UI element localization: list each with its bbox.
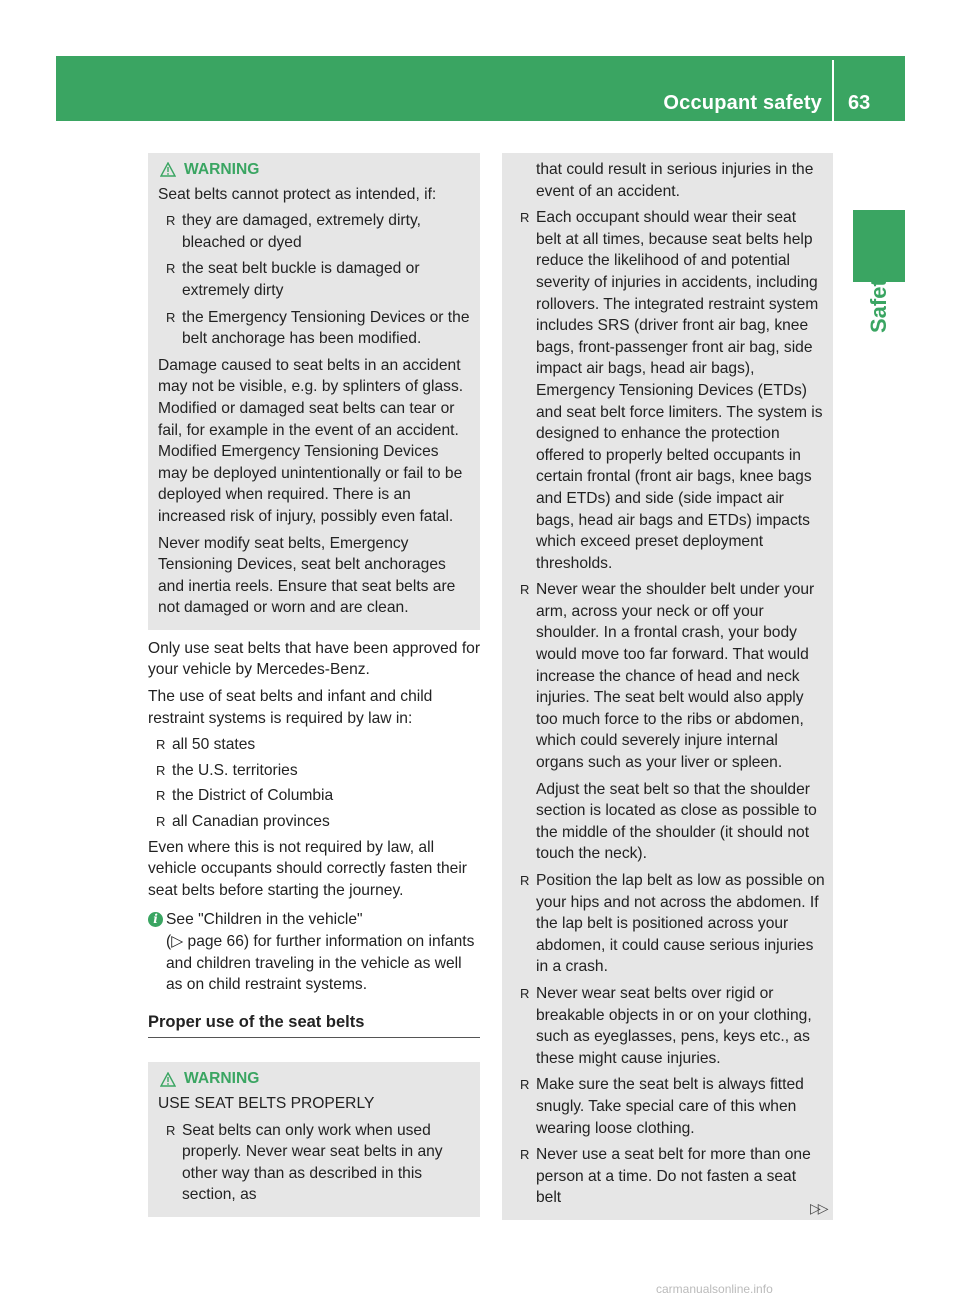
body-paragraph: The use of seat belts and infant and child restraint systems is required by law in: <box>148 688 433 727</box>
right-column <box>502 153 833 1220</box>
list-item: R Never wear the shoulder belt under your arm, across your neck or off your shoulder. In a frontal crash, your body would move too far forward. That would increase the chance of head and neck injuries. The seat belt would also apply too much force to the ribs or abdomen, which could severely injure internal organs such as your liver or spleen. <box>520 579 825 773</box>
list-item: R the U.S. territories <box>156 760 480 782</box>
list-item: R all 50 states <box>156 734 480 756</box>
list-item: R they are damaged, extremely dirty, bleached or dyed <box>166 210 472 253</box>
continued-text: that could result in serious injuries in the event of an accident. <box>536 161 814 200</box>
list-item: R Never use a seat belt for more than one person at a time. Do not fasten a seat belt <box>520 1144 825 1209</box>
warning-box-2 <box>148 1062 480 1217</box>
warning-title: WARNING <box>184 161 260 178</box>
chapter-title: Occupant safety <box>663 92 822 114</box>
section-title: Proper use of the seat belts <box>148 1012 480 1039</box>
left-column <box>148 153 480 1217</box>
list-item: R Never wear seat belts over rigid or breakable objects in or on your clothing, such as eyeglasses, pens, keys etc., as these might cause injuries. <box>520 983 825 1069</box>
warning-triangle-icon <box>160 1072 176 1087</box>
info-note <box>148 909 480 995</box>
info-text-line2: (▷ page 66) for further information on infants and children traveling in the vehicle as well as on child restraint systems. <box>166 933 475 994</box>
warning-header <box>160 1068 472 1090</box>
info-text-line1: See "Children in the vehicle" <box>166 911 363 929</box>
list-item: R Seat belts can only work when used properly. Never wear seat belts in any other way than as described in this section, as <box>166 1120 472 1206</box>
side-tab-label: Safety <box>866 266 891 334</box>
list-item: R the Emergency Tensioning Devices or the belt anchorage has been modified. <box>166 307 472 350</box>
list-item: R the District of Columbia <box>156 785 480 807</box>
indented-paragraph: Adjust the seat belt so that the shoulder section is located as close as possible to the middle of the shoulder (it should not touch the neck). <box>536 780 817 863</box>
header-separator <box>832 60 834 121</box>
info-icon: i <box>148 912 163 927</box>
warning-intro: USE SEAT BELTS PROPERLY <box>158 1094 375 1112</box>
watermark: carmanualsonline.info <box>656 1282 773 1296</box>
list-item: R all Canadian provinces <box>156 811 480 833</box>
body-paragraph: Only use seat belts that have been approved for your vehicle by Mercedes-Benz. <box>148 639 481 679</box>
list-item: R Position the lap belt as low as possible on your hips and not across the abdomen. If the lap belt is positioned across your abdomen, it could cause serious injuries in a crash. <box>520 870 825 978</box>
list-item: R Each occupant should wear their seat belt at all times, because seat belts help reduce the likelihood of and potential severity of injuries in accidents, including rollovers. The integrated restraint system includes SRS (driver front air bag, knee bags, front-passenger front air bag, side impact air bags, head air bags), Emergency Tensioning Devices (ETDs) and seat belt force limiters. The system is designed to enhance the protection offered to properly belted occupants in certain frontal (front air bags, knee bags and ETDs) and side (side impact air bags, head air bags and ETDs) impacts which exceed preset deployment thresholds. <box>520 207 825 574</box>
warning-paragraph: Damage caused to seat belts in an accident may not be visible, e.g. by splinters of glass. Modified or damaged seat belts can tear or fail, for example in the event of an accident. Modified Emergency Tensioning Devices may be deployed unintentionally or fail to be deployed when required. There is an increased risk of injury, possibly even fatal. <box>158 356 464 525</box>
continue-arrow-icon: ▷▷ <box>810 1200 826 1216</box>
body-paragraph: Even where this is not required by law, all vehicle occupants should correctly fasten their seat belts before starting the journey. <box>148 838 467 899</box>
warning-box-1 <box>148 153 480 630</box>
warning-paragraph: Never modify seat belts, Emergency Tensioning Devices, seat belt anchorages and inertia reels. Ensure that seat belts are not damaged or worn and are clean. <box>158 534 456 617</box>
page-number: 63 <box>848 92 871 114</box>
warning-triangle-icon <box>160 162 176 177</box>
warning-header <box>160 159 472 181</box>
list-item: R the seat belt buckle is damaged or extremely dirty <box>166 258 472 301</box>
list-item: R Make sure the seat belt is always fitted snugly. Take special care of this when wearing loose clothing. <box>520 1074 825 1139</box>
warning-intro: Seat belts cannot protect as intended, if: <box>158 185 437 203</box>
warning-title: WARNING <box>184 1070 260 1088</box>
warning-box-2-continued <box>502 153 833 1220</box>
